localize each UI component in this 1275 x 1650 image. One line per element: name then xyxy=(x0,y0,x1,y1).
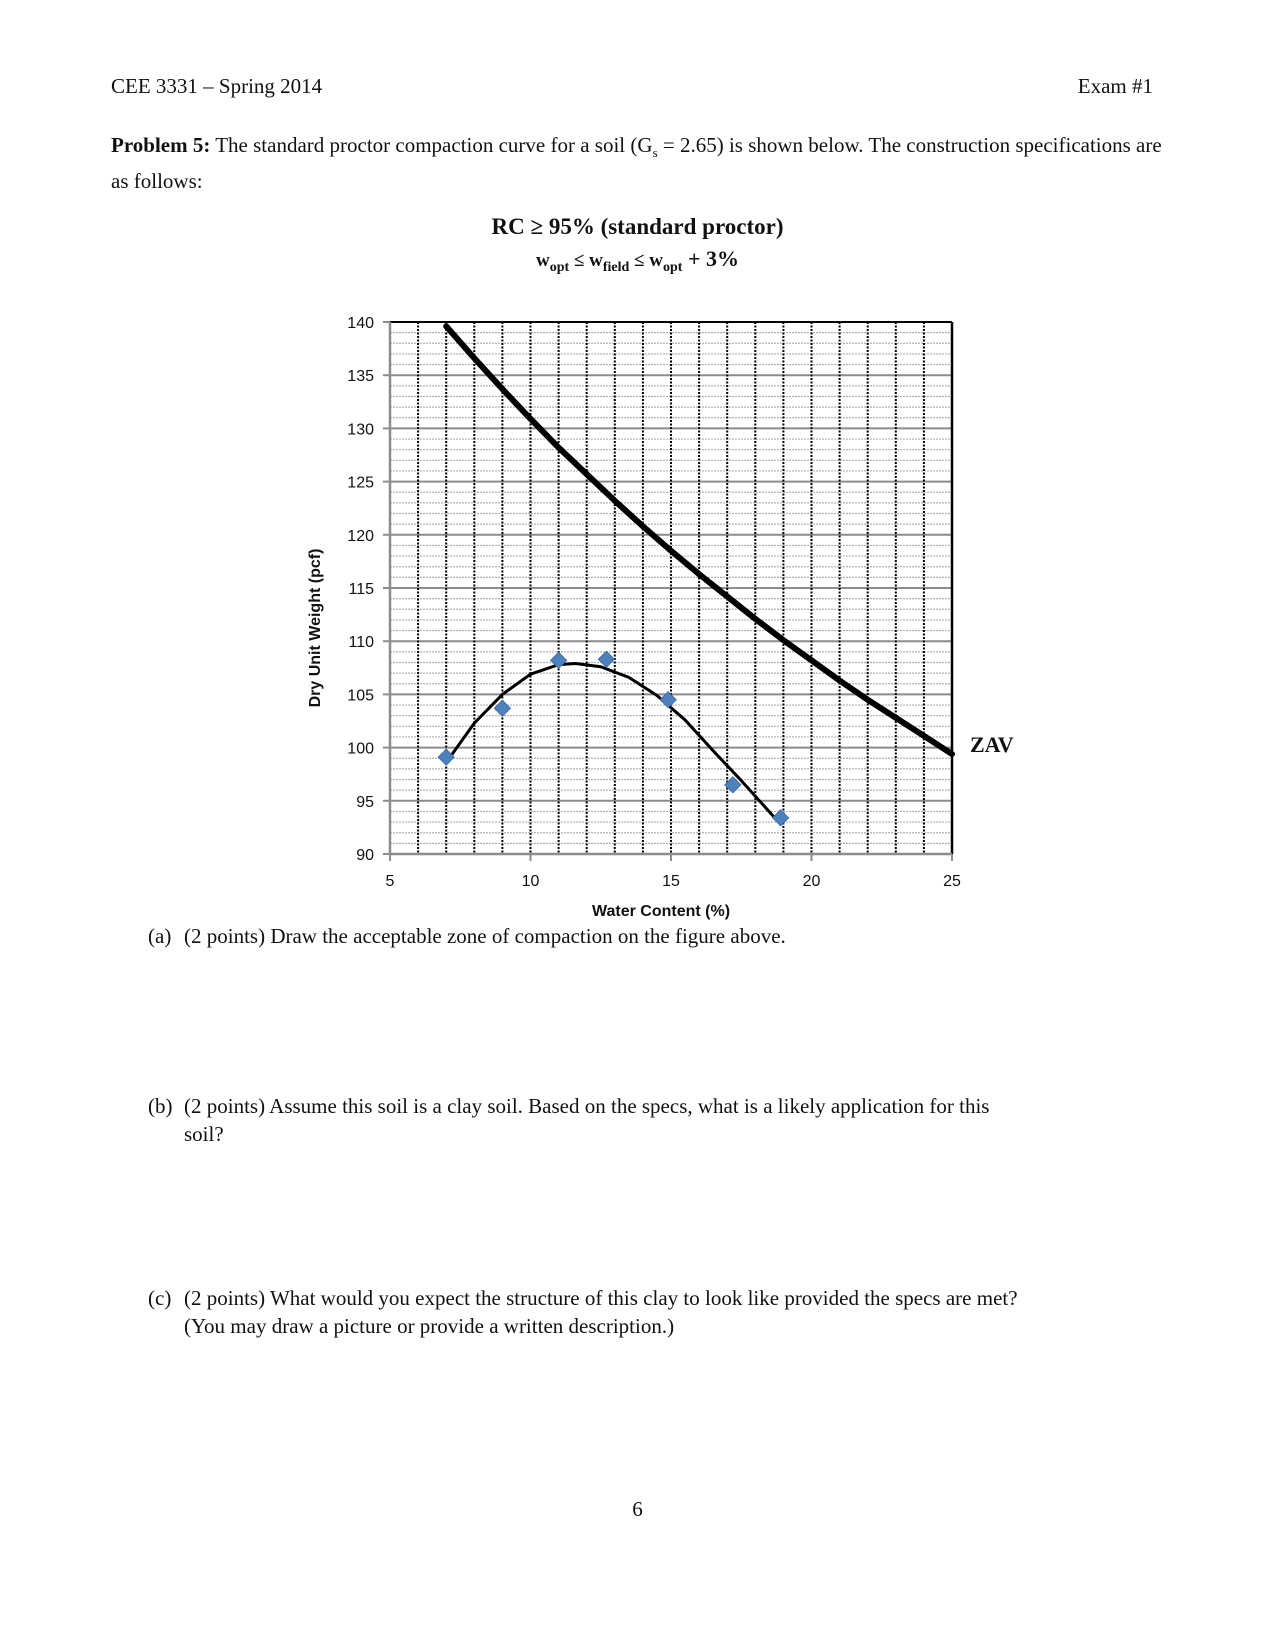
x-tick-label: 15 xyxy=(662,873,680,890)
problem-statement xyxy=(111,131,1171,195)
sub-opt: opt xyxy=(662,259,683,275)
compaction-chart xyxy=(300,300,1020,925)
x-tick-label: 10 xyxy=(521,873,540,890)
data-point-diamond xyxy=(494,700,510,716)
sub-opt: opt xyxy=(549,259,570,275)
question-b xyxy=(148,1092,1178,1148)
question-label: (b) xyxy=(148,1094,173,1118)
zav-label: ZAV xyxy=(970,731,1014,757)
course-header: CEE 3331 – Spring 2014 xyxy=(111,74,323,98)
w-opt: w xyxy=(649,250,663,271)
question-label: (a) xyxy=(148,924,172,948)
problem-text: The standard proctor compaction curve for a soil (G xyxy=(210,133,653,157)
question-a xyxy=(148,922,1178,950)
chart-svg xyxy=(300,300,1020,920)
plus-3-percent: + 3% xyxy=(682,246,739,271)
x-tick-label: 25 xyxy=(943,873,961,890)
problem-label: Problem 5: xyxy=(111,133,211,157)
y-axis-label: Dry Unit Weight (pcf) xyxy=(307,548,324,708)
spec-rc: RC ≥ 95% (standard proctor) xyxy=(491,214,784,239)
data-point-diamond xyxy=(773,810,789,826)
y-tick-label: 120 xyxy=(347,527,374,545)
y-tick-label: 125 xyxy=(347,474,374,492)
y-tick-label: 140 xyxy=(347,315,374,332)
data-point-diamond xyxy=(438,749,454,765)
question-text-cont: (You may draw a picture or provide a written description.) xyxy=(184,1314,675,1338)
w-opt: w xyxy=(536,250,550,271)
question-c xyxy=(148,1284,1178,1340)
spec-water-content xyxy=(0,246,1275,276)
question-label: (c) xyxy=(148,1286,172,1310)
y-tick-label: 115 xyxy=(348,581,374,598)
gs-subscript: s xyxy=(652,145,658,161)
y-tick-label: 110 xyxy=(348,634,374,652)
y-tick-label: 95 xyxy=(356,793,374,811)
le-symbol: ≤ xyxy=(629,250,650,271)
problem-text-2: = 2.65) is shown below. The construction specifications are as follows: xyxy=(111,133,1162,194)
y-tick-label: 135 xyxy=(347,368,374,386)
y-tick-label: 100 xyxy=(347,740,374,758)
le-symbol: ≤ xyxy=(569,250,590,271)
exam-header: Exam #1 xyxy=(1077,74,1153,98)
page-number: 6 xyxy=(632,1497,643,1521)
x-axis-label: Water Content (%) xyxy=(591,903,731,920)
sub-field: field xyxy=(602,259,630,275)
x-tick-label: 5 xyxy=(385,873,395,890)
question-text-cont: soil? xyxy=(184,1122,224,1146)
question-text: (2 points) What would you expect the structure of this clay to look like provided the specs are met? xyxy=(184,1286,1018,1310)
y-tick-label: 105 xyxy=(347,687,374,705)
y-tick-label: 130 xyxy=(347,421,374,439)
data-point-diamond xyxy=(598,651,614,667)
question-text: (2 points) Draw the acceptable zone of compaction on the figure above. xyxy=(184,924,786,948)
y-tick-label: 90 xyxy=(356,847,374,864)
question-text: (2 points) Assume this soil is a clay soil. Based on the specs, what is a likely application for this xyxy=(184,1094,990,1118)
w-field: w xyxy=(589,250,603,271)
x-tick-label: 20 xyxy=(802,873,821,890)
